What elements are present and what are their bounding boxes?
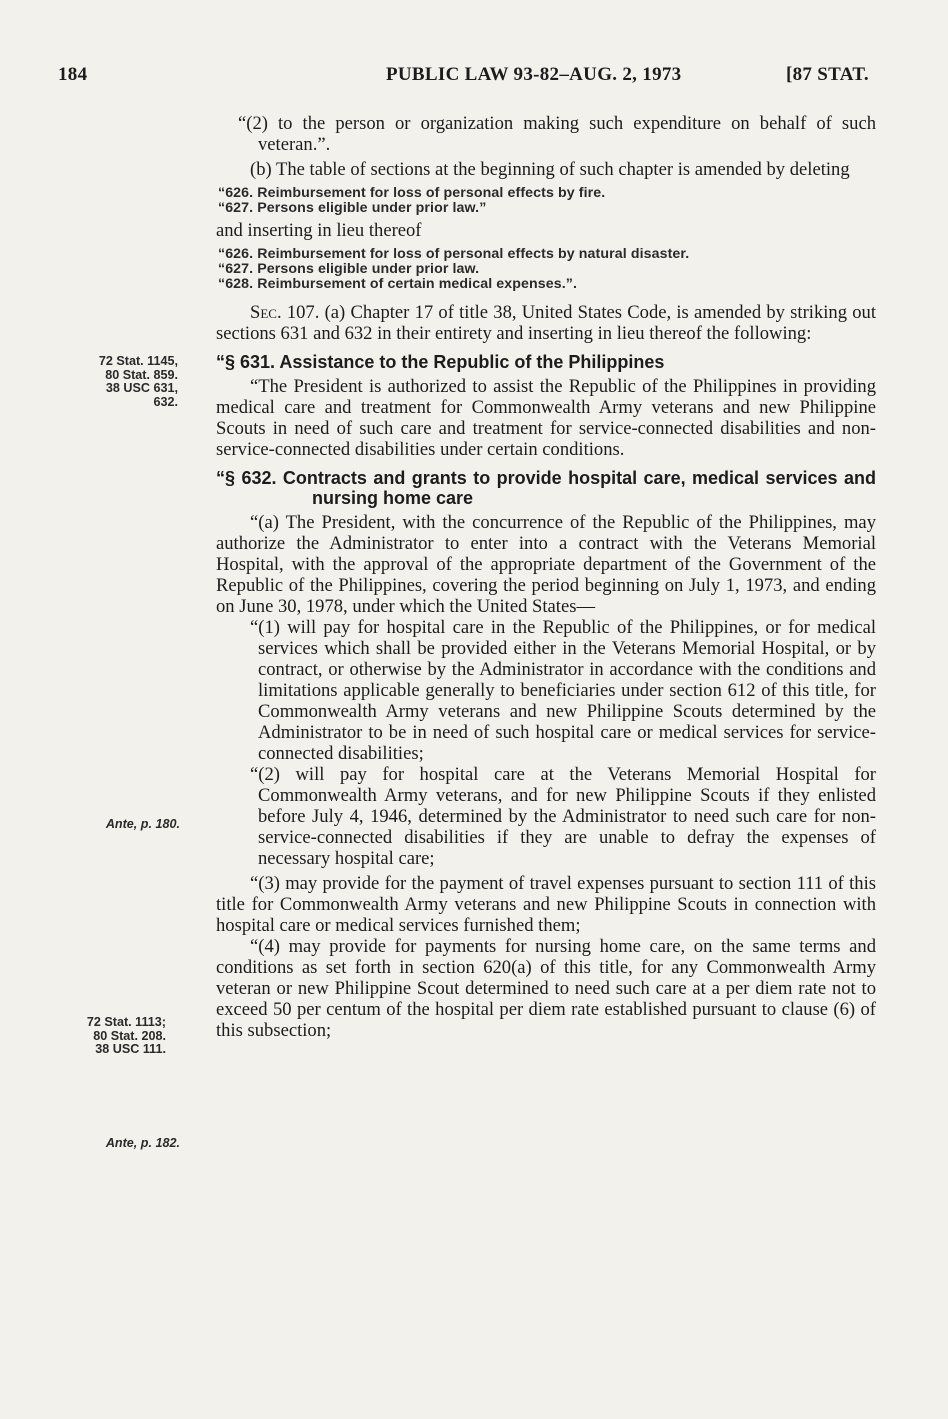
list-item: “627. Persons eligible under prior law.” (218, 200, 487, 216)
clause-4: “(4) may provide for payments for nursing home care, on the same terms and conditions as set forth in section 620(a) of this title, for any Commonwealth Army veteran or new Philippine Scout determined to need such care at a per diem rate not to exceed 50 per centum of the hospital per diem rate established pursuant to clause (6) of this subsection; (216, 936, 876, 1041)
clause-1: “(1) will pay for hospital care in the Republic of the Philippines, or for medical services which shall be provided either in the Veterans Memorial Hospital, or by contract, or otherwise by the Administrator in accordance with the conditions and limitations applicable generally to beneficiaries under section 612 of this title, for Commonwealth Army veterans and new Philippine Scouts determined by the Administrator to be in need of such hospital care or medical services for service-connected disabilities; (250, 617, 876, 764)
margin-ante-180: Ante, p. 180. (105, 817, 180, 831)
paragraph: “(a) The President, with the concurrence of the Republic of the Philippines, may authorize the Administrator to enter into a contract with the Veterans Memorial Hospital, with the approval of the appropriate department of the Government of the Republic of the Philippines, covering the period beginning on July 1, 1973, and ending on June 30, 1978, under which the United States— (216, 512, 876, 617)
deleted-section-list (216, 186, 876, 216)
running-title: PUBLIC LAW 93-82–AUG. 2, 1973 (386, 64, 682, 85)
statute-volume: [87 STAT. (786, 64, 869, 85)
margin-citation-travel: 72 Stat. 1113; 80 Stat. 208. 38 USC 111. (86, 1015, 166, 1056)
clause-2: “(2) will pay for hospital care at the Veterans Memorial Hospital for Commonwealth Army veterans, and for new Philippine Scouts if they enlisted before July 4, 1946, determined by the Administrator to need such care for non-service-connected disabilities if they are unable to defray the expenses of necessary hospital care; (250, 764, 876, 869)
paragraph: and inserting in lieu thereof (216, 220, 422, 241)
clause-3: “(3) may provide for the payment of travel expenses pursuant to section 111 of this title for Commonwealth Army veterans and new Philippine Scouts in connection with hospital care or medical services furnished them; (216, 873, 876, 936)
paragraph: “(2) to the person or organization making such expenditure on behalf of such veteran.”. (238, 113, 876, 155)
sec-label: Sec. (250, 302, 282, 323)
list-item: “626. Reimbursement for loss of personal effects by natural disaster. (218, 246, 690, 262)
page-number: 184 (58, 64, 88, 85)
inserted-section-list (216, 247, 876, 292)
paragraph: (b) The table of sections at the beginning of such chapter is amended by deleting (250, 159, 850, 180)
section-107-paragraph: Sec. 107. (a) Chapter 17 of title 38, United States Code, is amended by striking out sections 631 and 632 in their entirety and inserting in lieu thereof the following: (216, 302, 876, 344)
section-631-heading: “§ 631. Assistance to the Republic of the Philippines (216, 352, 665, 372)
margin-ante-182: Ante, p. 182. (105, 1136, 180, 1150)
list-item: “627. Persons eligible under prior law. (218, 261, 480, 277)
list-item: “626. Reimbursement for loss of personal effects by fire. (218, 185, 606, 201)
section-632-heading: “§ 632. Contracts and grants to provide hospital care, medical services and nursing home care (216, 468, 876, 508)
paragraph: “The President is authorized to assist the Republic of the Philippines in providing medical care and treatment for Commonwealth Army veterans and new Philippine Scouts in need of such care and treatment for service-connected disabilities and non-service-connected disabilities under certain conditions. (216, 376, 876, 460)
list-item: “628. Reimbursement of certain medical expenses.”. (218, 276, 578, 292)
margin-citation-sec107: 72 Stat. 1145, 80 Stat. 859. 38 USC 631, 632. (98, 354, 178, 409)
body-text (216, 113, 876, 1041)
